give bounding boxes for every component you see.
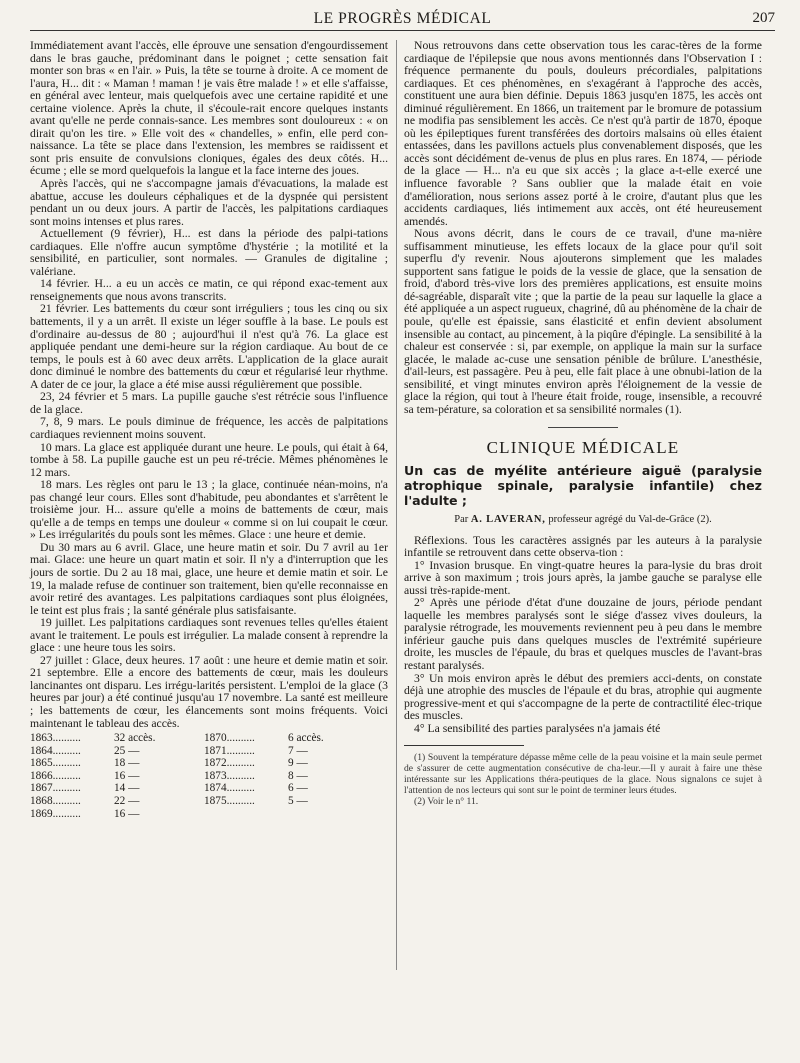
paragraph: 19 juillet. Les palpitations cardiaques sont revenues telles qu'elles étaient avant le traitement. Le pouls est irrégulier. La malade consent à reprendre la glace : une heure tous les soirs. [30, 616, 388, 655]
count-cell: 16 — [114, 807, 140, 820]
paragraph: 23, 24 février et 5 mars. La pupille gauche s'est rétrécie sous l'influence de la glace. [30, 390, 388, 416]
paragraph: 14 février. H... a eu un accès ce matin, ce qui répond exac-tement aux renseignements que nous avons transcrits. [30, 277, 388, 303]
footnote-rule [404, 745, 524, 746]
table-row [30, 782, 324, 795]
paragraph: 27 juillet : Glace, deux heures. 17 août : une heure et demie matin et soir. 21 septembre. Elle a encore des battements de cœur, mais les douleurs lancinantes ont disparu. Les irrégu-larités persistent. L'emploi de la glace (3 heures par jour) a été continué jusqu'au 17 novembre. La santé est meilleure ; les battements de cœur, les élancements sont moins fréquents. Voici maintenant le tableau des accès. [30, 653, 388, 730]
paragraph: 2° Après une période d'état d'une douzaine de jours, période pendant laquelle les membres paralysés sont le siége d'assez vives douleurs, la paralysie rétrograde, les mouvements reviennent peu à peu dans le membre inférieur gauche puis dans quelques muscles de l'extrémité supérieure droite, les muscles de l'épaule, du bras et quelques muscles de l'avant-bras restant paralysés. [404, 596, 762, 672]
year-cell: 1866.......... [30, 769, 81, 782]
journal-title: LE PROGRÈS MÉDICAL [313, 10, 492, 27]
column-divider [396, 40, 397, 970]
count-cell: 6 accès. [288, 732, 324, 745]
paragraph: 1° Invasion brusque. En vingt-quatre heures la para-lysie du bras droit arrive à son maximum ; trois jours après, la jambe gauche se paralyse elle aussi très-rapide-ment. [404, 558, 762, 597]
year-cell: 1872.......... [204, 757, 255, 770]
year-cell: 1875.......... [204, 795, 255, 808]
right-column [404, 40, 762, 807]
count-cell: 6 — [288, 782, 308, 795]
paragraph: 10 mars. La glace est appliquée durant une heure. Le pouls, qui était à 64, tombe à 58. La pupille gauche est un peu ré-trécie. Mêmes phénomènes le 12 mars. [30, 440, 388, 479]
count-cell: 16 — [114, 769, 140, 782]
section-title: CLINIQUE MÉDICALE [486, 438, 680, 458]
year-cell: 1868.......... [30, 795, 81, 808]
table-row [30, 757, 324, 770]
year-cell: 1871.......... [204, 744, 255, 757]
page-number: 207 [752, 10, 775, 26]
paragraph: 3° Un mois environ après le début des premiers acci-dents, on constate déjà une atrophie des muscles de l'épaule et du bras, atrophie qui augmente progressive-ment et qui s'accompagne de la perte de contractilité élec-trique des muscles. [404, 671, 762, 723]
count-cell: 7 — [288, 744, 308, 757]
year-cell: 1874.......... [204, 782, 255, 795]
year-cell: 1863.......... [30, 732, 81, 745]
byline-prefix: Par [454, 513, 469, 525]
count-cell: 5 — [288, 795, 308, 808]
count-cell: 9 — [288, 757, 308, 770]
paragraph: Nous avons décrit, dans le cours de ce travail, d'une ma-nière suffisamment minutieuse, les effets locaux de la glace pour qu'il soit superflu d'y revenir. Nous ajouterons simplement que les malades supportent sans fatigue le poids de la vessie de glace, que la sensation de froid, d'abord très-vive lors des premières applications, est ensuite moins dé-sagréable, disparaît vite ; que la partie de la peau sur laquelle la glace a été appliquée a un aspect rugueux, chagriné, dû au phénomène de la chair de poule, qu'elle est épaissie, sans élasticité et enfin devient absolument insensible au contact, au pincement, à la piqûre d'épingle. La sensibilité à la chaleur est conservée : si, par exemple, on applique la main sur la surface glacée, le malade ac-cuse une sensation pénible de brûlure. L'anesthésie, d'ail-leurs, est passagère. Peu à peu, elle fait place à une obnubi-lation de la sensibilité, et vingt minutes environ après l'éloignement de la vessie de glace la région, qui tout à l'heure était froide, rouge, insensible, a recouvré sa tem-pérature, sa coloration et sa sensibilité normales (1). [404, 227, 762, 416]
byline [404, 514, 762, 527]
paragraph: Immédiatement avant l'accès, elle éprouve une sensation d'engourdissement dans le bras gauche, prédominant dans le poignet ; cette sensation fait monter son bras « en l'air. » Puis, la tête se tourne à droite. A ce moment de l'aura, H... dit : « Maman ! maman ! je vais être malade ! » et elle s'affaisse, en général avec lenteur, mais quelquefois avec une certaine rapidité et une certaine violence. Après la chute, il s'écoule-rait encore quelques instants avant qu'elle ne perde connais-sance. Les membres sont douloureux : « on dirait qu'on les tire. » Elle voit des « chandelles, » enfin, elle perd con-naissance. La tête se place dans l'extension, les membres se raidissent et sont pris ensuite de convulsions cloniques, égales des deux côtés. H... écume ; elle se mord quelquefois la langue et la face interne des joues. [30, 39, 388, 178]
table-row [30, 770, 324, 783]
paragraph: Du 30 mars au 6 avril. Glace, une heure matin et soir. Du 7 avril au 1er mai. Glace: une heure un quart matin et soir. Il n'y a d'interruption que les jours de sortie. Du 2 au 18 mai, glace, une heure et demie matin et soir. Le 19, la malade refuse de continuer son traitement, bien qu'elle reconnaisse en avoir retiré des avantages. Les palpitations cardiaques sont plus éloignées, le teint est plus frais ; la santé générale plus satisfaisante. [30, 540, 388, 617]
footnotes [404, 752, 762, 807]
author-affiliation: professeur agrégé du Val-de-Grâce (2). [548, 513, 712, 525]
count-cell: 8 — [288, 769, 308, 782]
page-header [30, 8, 775, 31]
table-row [30, 795, 324, 808]
year-cell [204, 808, 288, 821]
paragraph: Nous retrouvons dans cette observation tous les carac-tères de la forme cardiaque de l'épilepsie que nous avons mentionnés dans l'Observation I : fréquence permanente du pouls, douleurs précordiales, palpitations cardiaques. Et ces phénomènes, en s'exagérant à l'approche des accès, constituent une aura bien définie. Depuis 1863 jusqu'en 1875, les accès ont diminué régulièrement. En 1866, un traitement par le bromure de potassium ne modifia pas sensiblement les accès. Ce n'est qu'à partir de 1870, époque où les épileptiques furent transférées des dortoirs malsains où elles étaient entassées, dans les pavillons actuels plus convenablement disposés, que les accès sont décidément de-venus de plus en plus rares. En 1874, — période de la glace — H... n'a eu que six accès ; la glace a-t-elle exercé une influence favorable ? Sans oublier que la malade était en voie d'amélioration, nous serions assez porté à le croire, d'autant plus que les accidents cardiaques, liés intimement aux accès, ont été heureusement amendés. [404, 39, 762, 228]
paragraph: Actuellement (9 février), H... est dans la période des palpi-tations cardiaques. Elle n'offre aucun symptôme d'hystérie ; la motilité et la sensibilité, en particulier, sont normales. — Granules de digitaline ; valériane. [30, 227, 388, 278]
attacks-table [30, 732, 324, 820]
article-title: Un cas de myélite antérieure aiguë (paralysie atrophique spinale, paralysie infantile) chez l'adulte ; [404, 462, 762, 508]
paragraph: 18 mars. Les règles ont paru le 13 ; la glace, continuée néan-moins, n'a pas changé leur cours. Elles sont d'habitude, peu abondantes et s'arrêtent le troisième jour. H... assure qu'elle a moins de battements de cœur, mais qu'elle a de temps en temps une douleur « comme si on lui coupait le cœur. » Les irrégularités du pouls sont les mêmes. Glace : une heure et demie. [30, 478, 388, 542]
count-cell [288, 808, 324, 821]
year-cell: 1869.......... [30, 807, 81, 820]
year-cell: 1864.......... [30, 744, 81, 757]
left-column [30, 40, 388, 820]
count-cell: 14 — [114, 782, 140, 795]
table-row [30, 732, 324, 745]
footnote: (1) Souvent la température dépasse même celle de la peau voisine et la main seule permet de s'assurer de cette augmentation consécutive de cha-leur.—Il y aurait à faire une thèse intéressante sur les Applications théra-peutiques de la glace. Nous signalons ce sujet à l'attention de nos lecteurs qui sont sur le point de terminer leurs études. [404, 752, 762, 797]
year-cell: 1867.......... [30, 782, 81, 795]
year-cell: 1865.......... [30, 757, 81, 770]
footnote: (2) Voir le n° 11. [414, 796, 479, 808]
paragraph: Après l'accès, qui ne s'accompagne jamais d'évacuations, la malade est abattue, accuse les douleurs céphaliques et de la dyspnée qui persistent pendant un ou deux jours. A partir de l'accès, les palpitations cardiaques sont moins intenses et plus rares. [30, 177, 388, 228]
table-row [30, 808, 324, 821]
section-ornament [404, 422, 762, 432]
count-cell: 32 accès. [114, 732, 156, 745]
count-cell: 25 — [114, 744, 140, 757]
table-row [30, 745, 324, 758]
year-cell: 1873.......... [204, 769, 255, 782]
author-name: A. LAVERAN, [470, 513, 546, 525]
paragraph: 7, 8, 9 mars. Le pouls diminue de fréquence, les accès de palpitations cardiaques reviennent moins souvent. [30, 415, 388, 441]
paragraph: Réflexions. Tous les caractères assignés par les auteurs à la paralysie infantile se retrouvent dans cette observa-tion : [404, 533, 762, 560]
paragraph: 21 février. Les battements du cœur sont irréguliers ; tous les cinq ou six battements, il y a un arrêt. Il existe un léger souffle à la base. Le pouls est d'ordinaire au-dessus de 80 ; aujourd'hui il n'est qu'à 76. La glace est appliquée pendant une demi-heure sur la région cardiaque. Au bout de ce temps, le pouls est à 60 avec deux arrêts. L'application de la glace aurait donc diminué le nombre des battements du cœur et régularisé leur rhythme. A dater de ce jour, la glace a été mise aussi régulièrement que possible. [30, 302, 388, 391]
paragraph: 4° La sensibilité des parties paralysées n'a jamais été [414, 721, 661, 735]
count-cell: 22 — [114, 795, 140, 808]
year-cell: 1870.......... [204, 732, 255, 745]
count-cell: 18 — [114, 757, 140, 770]
